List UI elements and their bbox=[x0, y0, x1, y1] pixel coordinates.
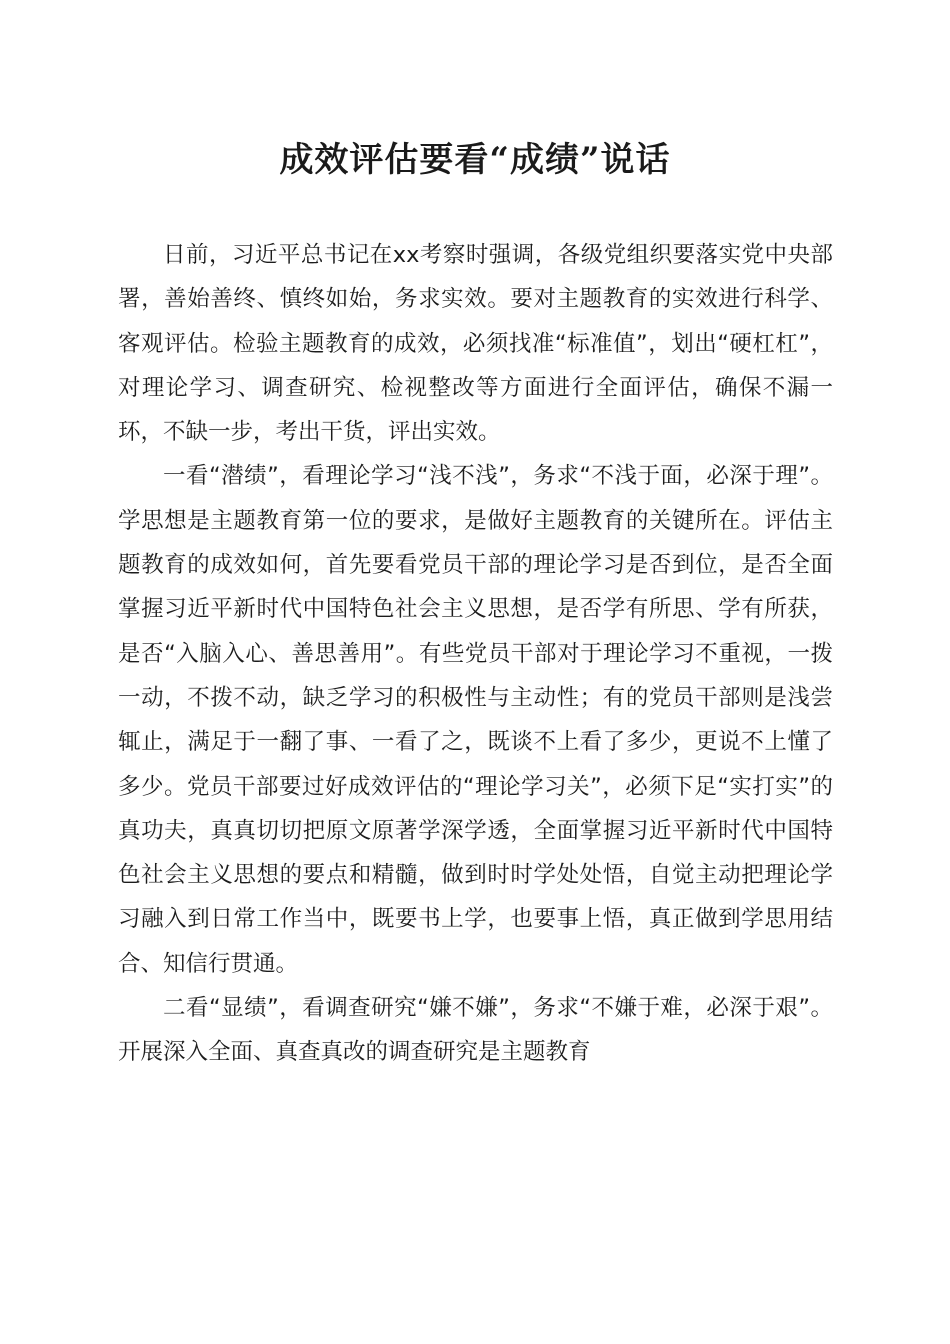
document-title: 成效评估要看“成绩”说话 bbox=[279, 140, 671, 180]
paragraph-intro: 日前，习近平总书记在xx考察时强调，各级党组织要落实党中央部署，善始善终、慎终如始，务求实效。要对主题教育的实效进行科学、客观评估。检验主题教育的成效，必须找准“标准值”，划出“硬杠杠”，对理论学习、调查研究、检视整改等方面进行全面评估，确保不漏一环，不缺一步，考出干货，评出实效。 bbox=[118, 242, 833, 446]
paragraph-research: 二看“显绩”，看调查研究“嫌不嫌”，务求“不嫌于难，必深于艰”。开展深入全面、真查真改的调查研究是主题教育 bbox=[118, 995, 833, 1066]
document-body bbox=[118, 233, 833, 1075]
paragraph-theory-study: 一看“潜绩”，看理论学习“浅不浅”，务求“不浅于面，必深于理”。学思想是主题教育第一位的要求，是做好主题教育的关键所在。评估主题教育的成效如何，首先要看党员干部的理论学习是否到位，是否全面掌握习近平新时代中国特色社会主义思想，是否学有所思、学有所获，是否“入脑入心、善思善用”。有些党员干部对于理论学习不重视，一拨一动，不拨不动，缺乏学习的积极性与主动性；有的党员干部则是浅尝辄止，满足于一翻了事、一看了之，既谈不上看了多少，更说不上懂了多少。党员干部要过好成效评估的“理论学习关”，必须下足“实打实”的真功夫，真真切切把原文原著学深学透，全面掌握习近平新时代中国特色社会主义思想的要点和精髓，做到时时学处处悟，自觉主动把理论学习融入到日常工作当中，既要书上学，也要事上悟，真正做到学思用结合、知信行贯通。 bbox=[118, 463, 833, 977]
